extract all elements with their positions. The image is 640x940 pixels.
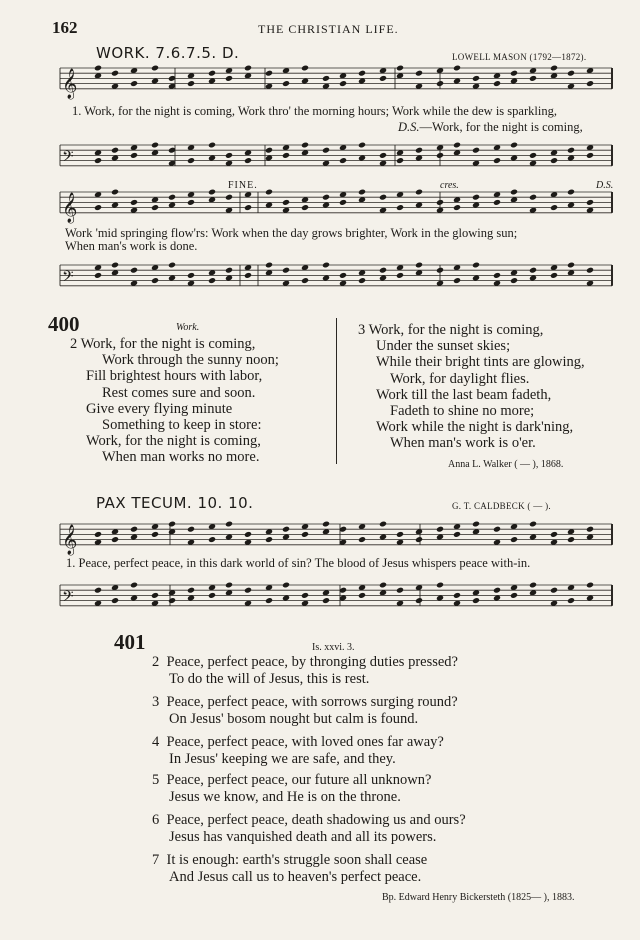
note-head — [586, 80, 594, 87]
note-head — [265, 262, 273, 269]
note-head — [567, 536, 575, 543]
note-head — [453, 65, 461, 72]
note-head — [187, 272, 195, 279]
note-head — [493, 587, 501, 594]
note-head — [339, 80, 347, 87]
note-head — [111, 189, 119, 196]
verse-line: Peace, perfect peace, our future all unknown? — [166, 772, 432, 788]
verse-line: Under the sunset skies; — [376, 338, 511, 355]
hymn-number-400: 400 — [48, 312, 80, 336]
page-number: 162 — [52, 18, 78, 37]
note-head — [453, 531, 461, 538]
verse-line: Jesus has vanquished death and all its powers. — [169, 829, 437, 845]
note-head — [529, 582, 537, 589]
note-head — [301, 592, 309, 599]
note-head — [168, 262, 176, 269]
note-head — [358, 277, 366, 284]
verse-line: Work, for the night is coming, — [86, 433, 261, 450]
note-head — [396, 587, 404, 594]
treble-clef: 𝄞 — [62, 68, 78, 99]
note-head — [567, 70, 575, 77]
treble-clef: 𝄞 — [62, 524, 78, 555]
note-head — [282, 199, 290, 206]
note-head — [436, 526, 444, 533]
note-head — [225, 267, 233, 274]
scripture-reference: Is. xxvi. 3. — [312, 642, 355, 653]
verse-line: Jesus we know, and He is on the throne. — [169, 789, 401, 805]
note-head — [550, 531, 558, 538]
note-head — [472, 597, 480, 604]
verse-line: Give every flying minute — [86, 400, 233, 417]
note-head — [550, 157, 558, 164]
note-head — [282, 267, 290, 274]
bass-clef: 𝄢 — [62, 147, 74, 169]
verse-line: Peace, perfect peace, by thronging duties pressed? — [166, 654, 458, 670]
verse-line: Fill brightest hours with labor, — [86, 368, 263, 385]
note-head — [265, 70, 273, 77]
composer-pax-tecum: G. T. CALDBECK ( — ). — [452, 501, 551, 511]
hymn401-author: Bp. Edward Henry Bickersteth (1825— ), 1883. — [382, 892, 575, 903]
verse-number: 3 — [152, 694, 160, 710]
note-head — [301, 277, 309, 284]
column-divider — [336, 318, 337, 464]
note-head — [187, 199, 195, 206]
hymn400-verse-2 — [70, 336, 279, 466]
note-head — [282, 80, 290, 87]
verse-line: Peace, perfect peace, with loved ones far away? — [166, 734, 444, 750]
note-head — [567, 147, 575, 154]
note-head — [94, 204, 102, 211]
hymn-number-401: 401 — [114, 630, 146, 654]
hymn400-verse-3 — [358, 322, 585, 452]
verse-line: In Jesus' keeping we are safe, and they. — [169, 751, 396, 767]
note-head — [111, 147, 119, 154]
hymn401-verse-7 — [152, 852, 427, 886]
tune-name-pax-tecum: PAX TECUM. 10. 10. — [96, 494, 254, 512]
note-head — [244, 587, 252, 594]
verse-line: Work through the sunny noon; — [102, 352, 279, 369]
note-head — [379, 267, 387, 274]
note-head — [94, 587, 102, 594]
note-head — [415, 536, 423, 543]
note-head — [567, 189, 575, 196]
note-head — [208, 70, 216, 77]
note-head — [529, 152, 537, 159]
running-title: THE CHRISTIAN LIFE. — [258, 22, 399, 36]
verse-number: 7 — [152, 852, 160, 868]
verse-number: 6 — [152, 812, 160, 828]
verse-line: Work, for daylight flies. — [390, 370, 530, 387]
note-head — [493, 157, 501, 164]
note-head — [379, 582, 387, 589]
note-head — [586, 526, 594, 533]
ds-marking-2: D.S. — [596, 180, 614, 191]
note-head — [111, 70, 119, 77]
note-head — [550, 272, 558, 279]
note-head — [265, 597, 273, 604]
note-head — [322, 75, 330, 82]
note-head — [550, 65, 558, 72]
note-head — [130, 582, 138, 589]
note-head — [322, 194, 330, 201]
note-head — [510, 189, 518, 196]
note-head — [322, 262, 330, 269]
verse-line: 3 Work, for the night is coming, — [358, 322, 544, 338]
note-head — [358, 536, 366, 543]
hymn401-verse-2 — [152, 654, 458, 688]
note-head — [94, 272, 102, 279]
verse-line: While their bright tints are glowing, — [376, 354, 585, 371]
note-head — [168, 521, 176, 528]
note-head — [301, 142, 309, 149]
hymn401-verse-4 — [152, 734, 444, 768]
note-head — [415, 262, 423, 269]
note-head — [208, 536, 216, 543]
note-head — [265, 189, 273, 196]
note-head — [493, 272, 501, 279]
verse-number: 4 — [152, 734, 160, 750]
bass-clef: 𝄢 — [62, 587, 74, 609]
note-head — [282, 152, 290, 159]
note-head — [187, 587, 195, 594]
note-head — [244, 65, 252, 72]
composer-work: LOWELL MASON (1792—1872). — [452, 52, 587, 62]
verse-number: 5 — [152, 772, 160, 788]
ds-marking: D.S. — [398, 120, 420, 134]
note-head — [208, 592, 216, 599]
verse-line: Something to keep in store: — [102, 416, 262, 433]
note-head — [510, 277, 518, 284]
note-head — [529, 267, 537, 274]
note-head — [301, 204, 309, 211]
note-head — [396, 65, 404, 72]
note-head — [301, 531, 309, 538]
verse-line: When man's work is o'er. — [390, 435, 536, 452]
note-head — [225, 521, 233, 528]
note-head — [244, 272, 252, 279]
note-head — [94, 157, 102, 164]
note-head — [493, 526, 501, 533]
note-head — [396, 531, 404, 538]
note-head — [130, 526, 138, 533]
note-head — [339, 272, 347, 279]
treble-clef: 𝄞 — [62, 192, 78, 223]
note-head — [111, 597, 119, 604]
note-head — [225, 194, 233, 201]
note-head — [208, 142, 216, 149]
note-head — [130, 80, 138, 87]
verse-line: And Jesus call us to heaven's perfect peace. — [169, 869, 422, 885]
note-head — [493, 80, 501, 87]
note-head — [436, 199, 444, 206]
note-head — [453, 592, 461, 599]
note-head — [436, 267, 444, 274]
note-head — [472, 262, 480, 269]
verse-line: It is enough: earth's struggle soon shall cease — [166, 852, 428, 868]
note-head — [379, 75, 387, 82]
note-head — [322, 597, 330, 604]
note-head — [472, 194, 480, 201]
note-head — [529, 194, 537, 201]
note-head — [168, 597, 176, 604]
note-head — [225, 75, 233, 82]
note-head — [396, 272, 404, 279]
work-lyric-line-2b: When man's work is done. — [65, 239, 198, 253]
note-head — [586, 152, 594, 159]
tune-name-work: WORK. 7.6.7.5. D. — [96, 44, 240, 62]
note-head — [472, 147, 480, 154]
note-head — [586, 582, 594, 589]
ds-lyric: —Work, for the night is coming, — [419, 120, 583, 134]
hymn401-verse-3 — [152, 694, 458, 728]
verse-line: Work till the last beam fadeth, — [376, 386, 552, 403]
note-head — [151, 277, 159, 284]
note-head — [415, 597, 423, 604]
note-head — [415, 147, 423, 154]
note-head — [187, 157, 195, 164]
note-head — [415, 189, 423, 196]
note-head — [493, 199, 501, 206]
note-head — [567, 597, 575, 604]
verse-line: When man works no more. — [102, 449, 260, 466]
note-head — [453, 142, 461, 149]
note-head — [529, 521, 537, 528]
note-head — [510, 536, 518, 543]
note-head — [282, 582, 290, 589]
hymn400-author: Anna L. Walker ( — ), 1868. — [448, 459, 564, 470]
work-lyric-line-1: 1. Work, for the night is coming, Work thro' the morning hours; Work while the dew is sparkling, — [72, 104, 557, 118]
note-head — [265, 536, 273, 543]
pax-lyric-line-1: 1. Peace, perfect peace, in this dark world of sin? The blood of Jesus whispers peace with-in. — [66, 556, 531, 570]
note-head — [510, 70, 518, 77]
verse-line: To do the will of Jesus, this is rest. — [169, 671, 370, 687]
verse-line: Peace, perfect peace, death shadowing us and ours? — [166, 812, 466, 828]
bass-clef: 𝄢 — [62, 267, 74, 289]
note-head — [379, 152, 387, 159]
note-head — [358, 70, 366, 77]
work-lyric-line-2a: Work 'mid springing flow'rs: Work when the day grows brighter, Work in the glowing sun; — [65, 226, 518, 240]
note-head — [550, 204, 558, 211]
verse-line: Rest comes sure and soon. — [102, 384, 256, 401]
tune-reference: Work. — [176, 322, 200, 333]
note-head — [151, 65, 159, 72]
note-head — [151, 142, 159, 149]
note-head — [510, 592, 518, 599]
note-head — [94, 65, 102, 72]
fine-marking: FINE. — [228, 180, 258, 191]
note-head — [472, 521, 480, 528]
note-head — [151, 531, 159, 538]
note-head — [265, 147, 273, 154]
note-head — [111, 536, 119, 543]
note-head — [339, 199, 347, 206]
verse-line: 2 Work, for the night is coming, — [70, 336, 256, 352]
hymn401-verse-5 — [152, 772, 431, 806]
note-head — [550, 587, 558, 594]
note-head — [453, 204, 461, 211]
verse-line: Work while the night is dark'ning, — [376, 419, 574, 436]
note-head — [586, 267, 594, 274]
note-head — [244, 531, 252, 538]
note-head — [244, 204, 252, 211]
note-head — [529, 75, 537, 82]
note-head — [415, 70, 423, 77]
note-head — [379, 521, 387, 528]
note-head — [510, 142, 518, 149]
note-head — [379, 194, 387, 201]
note-head — [225, 582, 233, 589]
note-head — [151, 204, 159, 211]
note-head — [436, 80, 444, 87]
note-head — [151, 592, 159, 599]
note-head — [130, 267, 138, 274]
work-ds-line — [398, 120, 583, 135]
note-head — [436, 152, 444, 159]
note-head — [396, 157, 404, 164]
note-head — [244, 157, 252, 164]
note-head — [225, 152, 233, 159]
note-head — [396, 204, 404, 211]
note-head — [187, 80, 195, 87]
note-head — [282, 526, 290, 533]
note-head — [94, 531, 102, 538]
note-head — [472, 75, 480, 82]
note-head — [208, 189, 216, 196]
note-head — [130, 199, 138, 206]
note-head — [322, 521, 330, 528]
verse-line: On Jesus' bosom nought but calm is found. — [169, 711, 419, 727]
hymn401-verse-6 — [152, 812, 466, 846]
note-head — [586, 199, 594, 206]
note-head — [111, 262, 119, 269]
note-head — [301, 65, 309, 72]
verse-line: Fadeth to shine no more; — [390, 402, 535, 419]
note-head — [358, 592, 366, 599]
note-head — [339, 157, 347, 164]
verse-line: Peace, perfect peace, with sorrows surging round? — [166, 694, 458, 710]
note-head — [358, 189, 366, 196]
note-head — [187, 526, 195, 533]
verse-number: 2 — [152, 654, 160, 670]
note-head — [208, 277, 216, 284]
cres-marking: cres. — [440, 180, 459, 191]
note-head — [358, 142, 366, 149]
note-head — [168, 194, 176, 201]
note-head — [453, 277, 461, 284]
note-head — [567, 262, 575, 269]
note-head — [130, 152, 138, 159]
note-head — [322, 147, 330, 154]
note-head — [436, 582, 444, 589]
